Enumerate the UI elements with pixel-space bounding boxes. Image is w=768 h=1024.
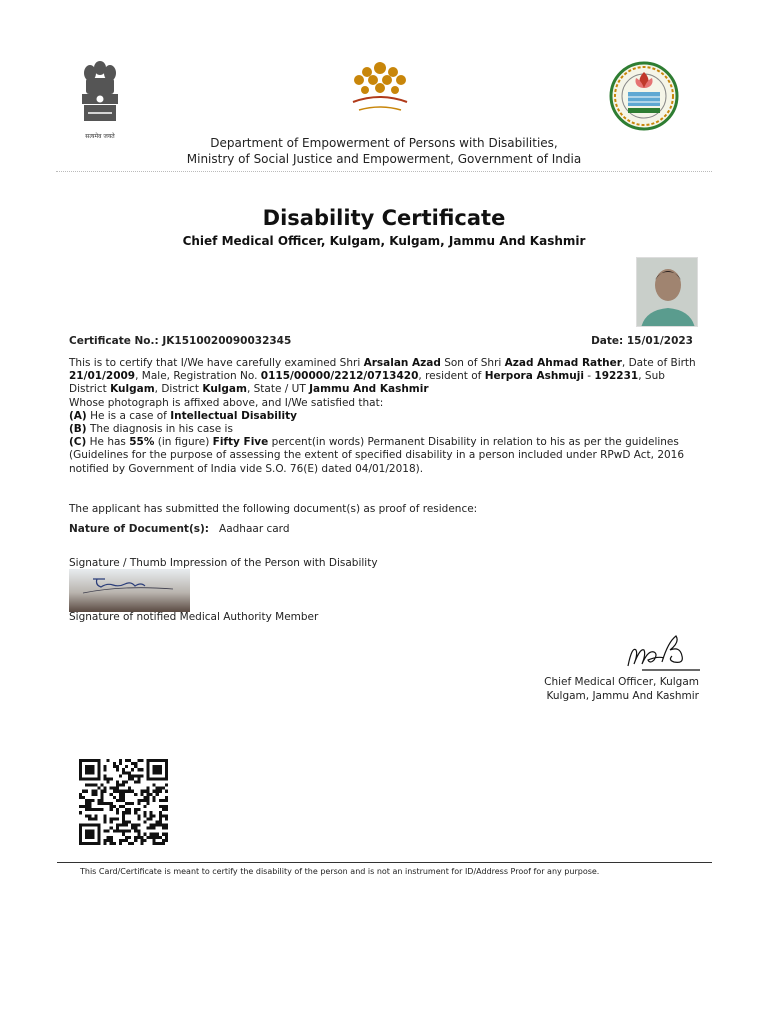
item-a-text: He is a case of [86, 409, 171, 422]
item-c-label: (C) [69, 436, 87, 449]
cmo-designation [544, 675, 699, 703]
item-b [69, 423, 701, 436]
certificate-number [69, 335, 291, 347]
item-c-text: percent(in words) Permanent Disability in relation to his as per the guidelines (Guidelines for the purpose of assessing the extent of specified disability in a person included under RPwD Act, 2016 notified by Government of India vide S.O. 76(E) dated 04/01/2018). [69, 436, 685, 475]
certificate-date [591, 335, 693, 347]
nature-value: Aadhaar card [219, 523, 290, 535]
disability-percent: 55% [129, 436, 155, 449]
applicant-name: Arsalan Azad [363, 357, 441, 369]
body-text: , State / UT [246, 383, 310, 396]
proof-intro: The applicant has submitted the following document(s) as proof of residence: [69, 503, 478, 515]
item-b-label: (B) [69, 423, 87, 436]
jk-state-seal-icon [608, 58, 680, 134]
pin-code: 192231 [594, 370, 639, 383]
body-text: , Date of Birth [621, 357, 696, 369]
person-signature-label: Signature / Thumb Impression of the Person with Disability [69, 557, 378, 569]
qr-code-icon [79, 759, 168, 845]
header-divider [56, 171, 712, 172]
item-a [69, 410, 701, 423]
item-c-text: He has [86, 436, 130, 449]
item-b-text: The diagnosis in his case is [86, 423, 233, 436]
footer-divider [57, 862, 712, 863]
body-text: , resident of [418, 370, 485, 383]
date-label: Date: [591, 335, 624, 347]
nature-of-document [69, 523, 289, 535]
footer-disclaimer: This Card/Certificate is meant to certify the disability of the person and is not an instrument for ID/Address Proof for any purpose. [80, 867, 600, 876]
item-c-text: (in figure) [154, 436, 213, 449]
nature-label: Nature of Document(s): [69, 523, 209, 535]
body-text: Son of Shri [440, 357, 505, 369]
state: Jammu And Kashmir [309, 383, 429, 396]
cmo-signature-image [622, 632, 702, 674]
body-text: This is to certify that I/We have carefully examined Shri [69, 357, 364, 369]
person-signature-image [69, 569, 190, 612]
sub-district: Kulgam [110, 383, 155, 396]
authority-signature-label: Signature of notified Medical Authority Member [69, 611, 319, 623]
date-value: 15/01/2023 [626, 335, 693, 347]
disability-type: Intellectual Disability [170, 409, 297, 422]
father-name: Azad Ahmad Rather [504, 357, 622, 369]
department-line-1: Department of Empowerment of Persons with Disabilities, [210, 136, 558, 150]
cmo-line-1: Chief Medical Officer, Kulgam [544, 676, 699, 688]
body-text: , Male, Registration No. [135, 370, 261, 383]
applicant-photo [636, 257, 698, 327]
registration-number: 0115/00000/2212/0713420 [260, 370, 419, 383]
item-a-label: (A) [69, 409, 87, 422]
district: Kulgam [202, 383, 247, 396]
item-c [69, 436, 701, 476]
body-text: - [583, 370, 595, 383]
certify-paragraph [69, 357, 701, 397]
department-heading [0, 135, 768, 167]
department-line-2: Ministry of Social Justice and Empowerment, Government of India [186, 152, 582, 166]
udid-logo-icon [345, 58, 415, 118]
body-text: , District [154, 383, 203, 396]
residence: Herpora Ashmuji [484, 370, 584, 383]
date-of-birth: 21/01/2009 [69, 370, 136, 383]
emblem-motto: सत्यमेव जयते [85, 133, 115, 140]
certificate-subtitle: Chief Medical Officer, Kulgam, Kulgam, Jammu And Kashmir [182, 234, 586, 248]
disability-percent-words: Fifty Five [212, 436, 269, 449]
body-text: , Sub District [69, 370, 665, 396]
photo-line: Whose photograph is affixed above, and I/We satisfied that: [69, 396, 384, 409]
national-emblem-icon [78, 58, 122, 140]
cmo-line-2: Kulgam, Jammu And Kashmir [546, 690, 699, 702]
certificate-no-value: JK1510020090032345 [162, 335, 292, 347]
certificate-body [69, 357, 701, 476]
certificate-no-label: Certificate No.: [69, 335, 159, 347]
certificate-title: Disability Certificate [262, 206, 506, 230]
